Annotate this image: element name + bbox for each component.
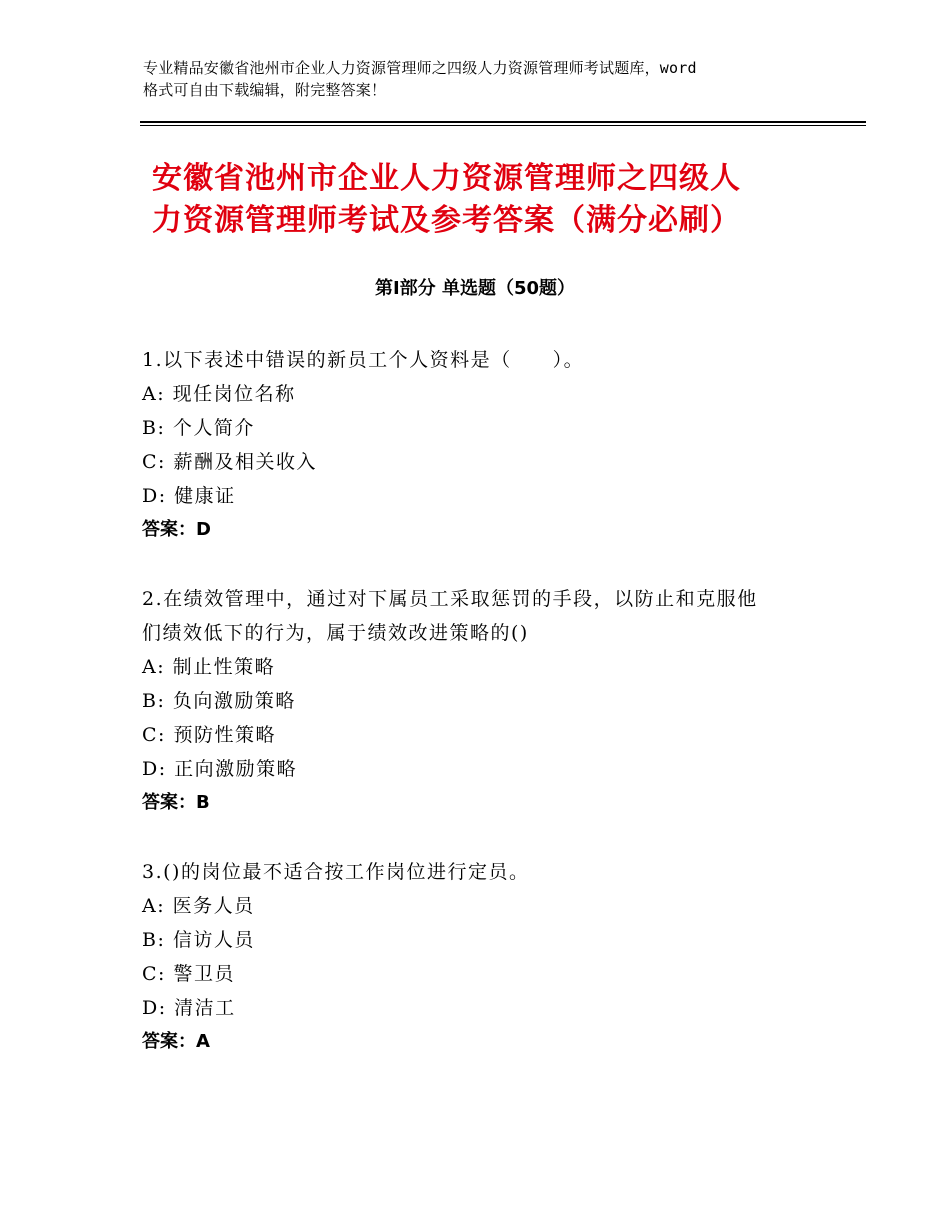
question-option-c: C: 薪酬及相关收入 (142, 451, 317, 473)
question-stem: 3.()的岗位最不适合按工作岗位进行定员。 (142, 861, 530, 883)
question-option-a: A: 制止性策略 (142, 656, 276, 678)
document-title (152, 158, 832, 242)
question-option-d: D: 清洁工 (142, 997, 236, 1019)
question-option-a: A: 医务人员 (142, 895, 255, 917)
question-block (142, 582, 822, 820)
question-option-a: A: 现任岗位名称 (142, 383, 296, 405)
question-option-d: D: 健康证 (142, 485, 236, 507)
intro-text (143, 57, 833, 101)
header-divider-thin (140, 125, 866, 126)
document-title-line-1: 安徽省池州市企业人力资源管理师之四级人 (152, 161, 741, 196)
question-answer: 答案：B (142, 792, 210, 813)
question-answer: 答案：D (142, 519, 211, 540)
question-option-b: B: 个人简介 (142, 417, 255, 439)
question-option-b: B: 信访人员 (142, 929, 255, 951)
question-option-d: D: 正向激励策略 (142, 758, 298, 780)
question-stem-continued: 们绩效低下的行为，属于绩效改进策略的() (142, 622, 529, 644)
question-option-c: C: 预防性策略 (142, 724, 276, 746)
question-option-b: B: 负向激励策略 (142, 690, 296, 712)
document-title-line-2: 力资源管理师考试及参考答案（满分必刷） (152, 203, 741, 238)
question-block (142, 343, 822, 547)
section-title: 第Ⅰ部分 单选题（50题） (374, 278, 575, 299)
question-stem: 1.以下表述中错误的新员工个人资料是（ ）。 (142, 349, 585, 371)
question-option-c: C: 警卫员 (142, 963, 235, 985)
intro-line-2: 格式可自由下载编辑，附完整答案！ (143, 81, 387, 99)
intro-line-1: 专业精品安徽省池州市企业人力资源管理师之四级人力资源管理师考试题库，word (143, 59, 697, 77)
question-stem: 2.在绩效管理中，通过对下属员工采取惩罚的手段，以防止和克服他 (142, 588, 758, 610)
question-answer: 答案：A (142, 1031, 210, 1052)
header-divider-thick (140, 121, 866, 123)
question-block (142, 855, 822, 1059)
